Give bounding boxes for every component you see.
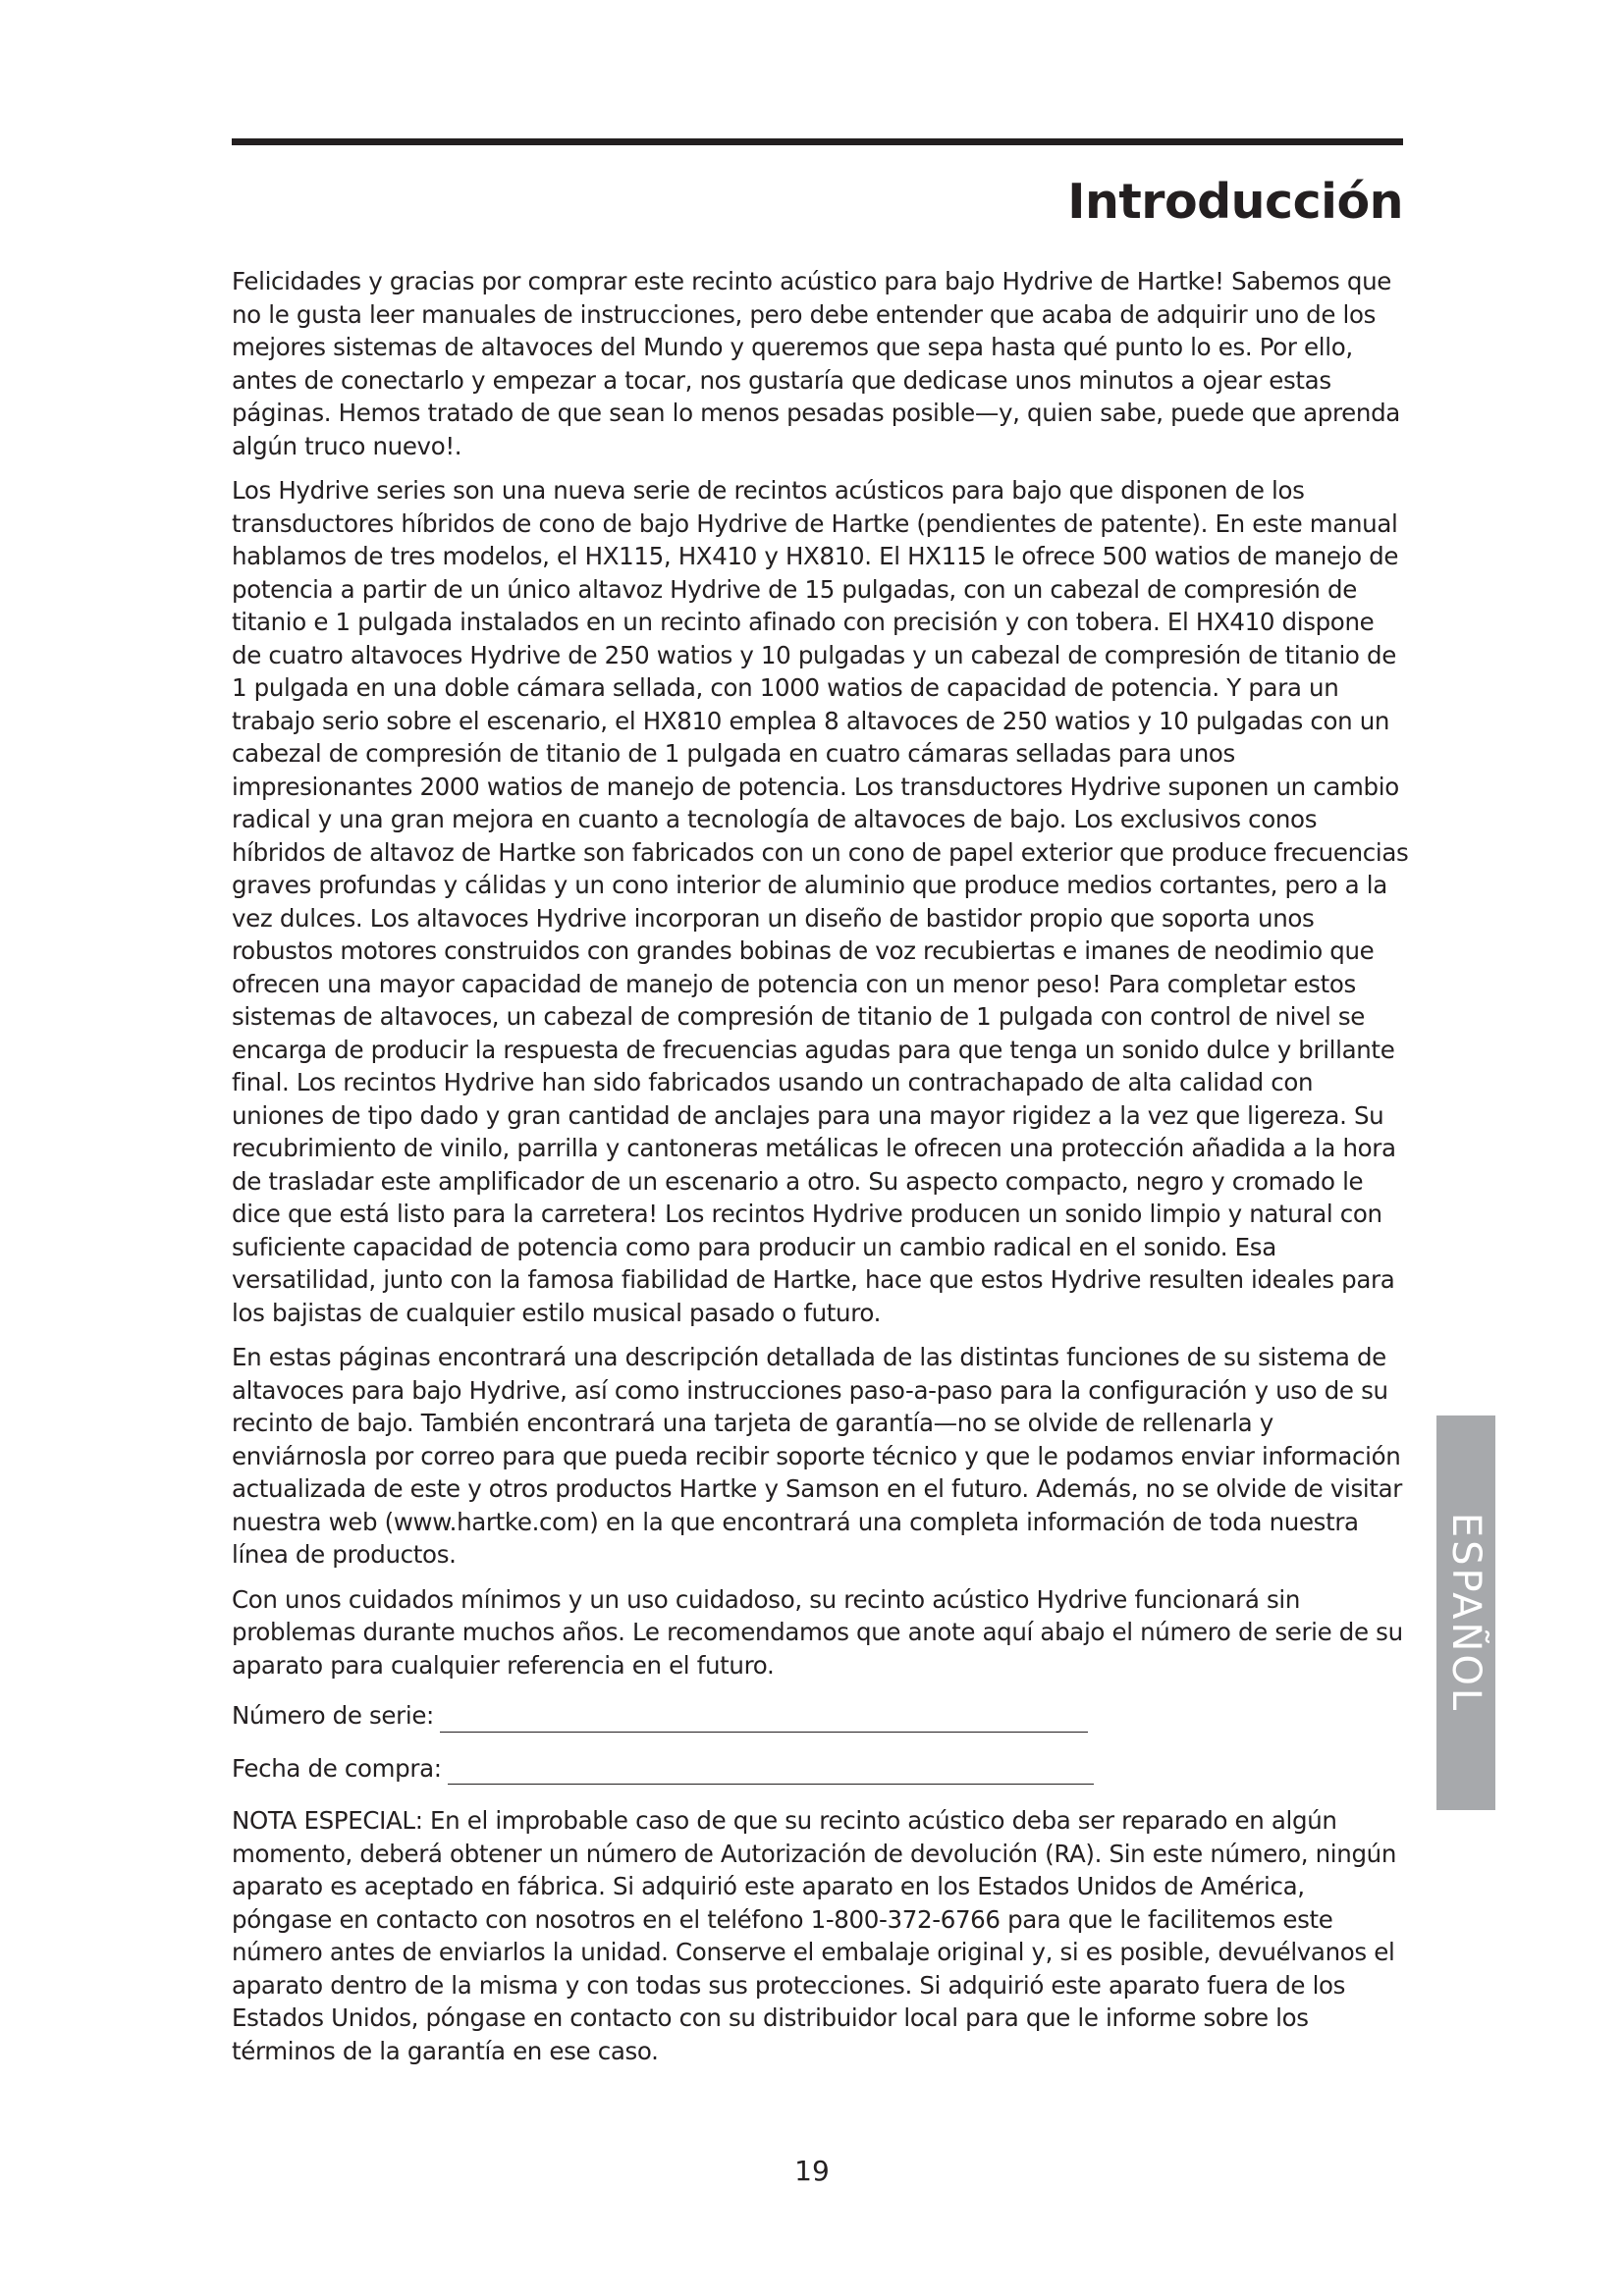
language-tab-label: ESPAÑOL [1443,1512,1489,1714]
purchase-date-blank [448,1758,1094,1785]
language-side-tab [1436,1415,1495,1810]
manual-overview-paragraph: En estas páginas encontrará una descripción detallada de las distintas funciones de su sistema de altavoces para bajo Hydrive, así como instrucciones paso-a-paso para la configuración y uso de su recinto de bajo. También encontrará una tarjeta de garantía—no se olvide de rellenarla y enviárnosla por correo para que pueda recibir soporte técnico y que le podamos enviar información actualizada de este y otros productos Hartke y Samson en el futuro. Además, no se olvide de visitar nuestra web (www.hartke.com) en la que encontrará una completa información de toda nuestra línea de productos. [232,1343,1402,1569]
serial-number-field [232,1699,1410,1733]
header-rule [232,138,1403,145]
document-body [232,265,1410,2079]
page-number: 19 [794,2155,830,2187]
purchase-date-label: Fecha de compra: [232,1753,442,1783]
special-note-paragraph: NOTA ESPECIAL: En el improbable caso de que su recinto acústico deba ser reparado en algún momento, deberá obtener un número de Autorización de devolución (RA). Sin este número, ningún aparato es aceptado en fábrica. Si adquirió este aparato en los Estados Unidos de América, póngase en contacto con nosotros en el teléfono 1-800-372-6766 para que le facilitemos este número antes de enviarlos la unidad. Conserve el embalaje original y, si es posible, devuélvanos el aparato dentro de la misma y con todas sus protecciones. Si adquirió este aparato fuera de los Estados Unidos, póngase en contacto con su distribuidor local para que le informe sobre los términos de la garantía en ese caso. [232,1806,1397,2065]
serial-number-label: Número de serie: [232,1701,434,1730]
product-description-paragraph: Los Hydrive series son una nueva serie de recintos acústicos para bajo que disponen de los transductores híbridos de cono de bajo Hydrive de Hartke (pendientes de patente). En este manual hablamos de tres modelos, el HX115, HX410 y HX810. El HX115 le ofrece 500 watios de manejo de potencia a partir de un único altavoz Hydrive de 15 pulgadas, con un cabezal de compresión de titanio e 1 pulgada instalados en un recinto afinado con precisión y con tobera. El HX410 dispone de cuatro altavoces Hydrive de 250 watios y 10 pulgadas y un cabezal de compresión de titanio de 1 pulgada en una doble cámara sellada, con 1000 watios de capacidad de potencia. Y para un trabajo serio sobre el escenario, el HX810 emplea 8 altavoces de 250 watios y 10 pulgadas con un cabezal de compresión de titanio de 1 pulgada en cuatro cámaras selladas para unos impresionantes 2000 watios de manejo de potencia. Los transductores Hydrive suponen un cambio radical y una gran mejora en cuanto a tecnología de altavoces de bajo. Los exclusivos conos híbridos de altavoz de Hartke son fabricados con un cono de papel exterior que produce frecuencias graves profundas y cálidas y un cono interior de aluminio que produce medios cortantes, pero a la vez dulces. Los altavoces Hydrive incorporan un diseño de bastidor propio que soporta unos robustos motores construidos con grandes bobinas de voz recubiertas e imanes de neodimio que ofrecen una mayor capacidad de manejo de potencia con un menor peso! Para completar estos sistemas de altavoces, un cabezal de compresión de titanio de 1 pulgada con control de nivel se encarga de producir la respuesta de frecuencias agudas para que tenga un sonido dulce y brillante final. Los recintos Hydrive han sido fabricados usando un contrachapado de alta calidad con uniones de tipo dado y gran cantidad de anclajes para una mayor rigidez a la vez que ligereza. Su recubrimiento de vinilo, parrilla y cantoneras metálicas le ofrecen una protección añadida a la hora de trasladar este amplificador de un escenario a otro. Su aspecto compacto, negro y cromado le dice que está listo para la carretera! Los recintos Hydrive producen un sonido limpio y natural con suficiente capacidad de potencia como para producir un cambio radical en el sonido. Esa versatilidad, junto con la famosa fiabilidad de Hartke, hace que estos Hydrive resulten ideales para los bajistas de cualquier estilo musical pasado o futuro. [232,476,1409,1327]
purchase-date-field [232,1752,1410,1786]
intro-paragraph: Felicidades y gracias por comprar este recinto acústico para bajo Hydrive de Hartke! Sabemos que no le gusta leer manuales de instrucciones, pero debe entender que acaba de adquirir uno de los mejores sistemas de altavoces del Mundo y queremos que sepa hasta qué punto lo es. Por ello, antes de conectarlo y empezar a tocar, nos gustaría que dedicase unos minutos a ojear estas páginas. Hemos tratado de que sean lo menos pesadas posible—y, quien sabe, puede que aprenda algún truco nuevo!. [232,267,1400,460]
care-paragraph: Con unos cuidados mínimos y un uso cuidadoso, su recinto acústico Hydrive funcionará sin problemas durante muchos años. Le recomendamos que anote aquí abajo el número de serie de su aparato para cualquier referencia en el futuro. [232,1584,1403,1680]
serial-number-blank [440,1706,1088,1733]
page-title: Introducción [1067,174,1403,230]
